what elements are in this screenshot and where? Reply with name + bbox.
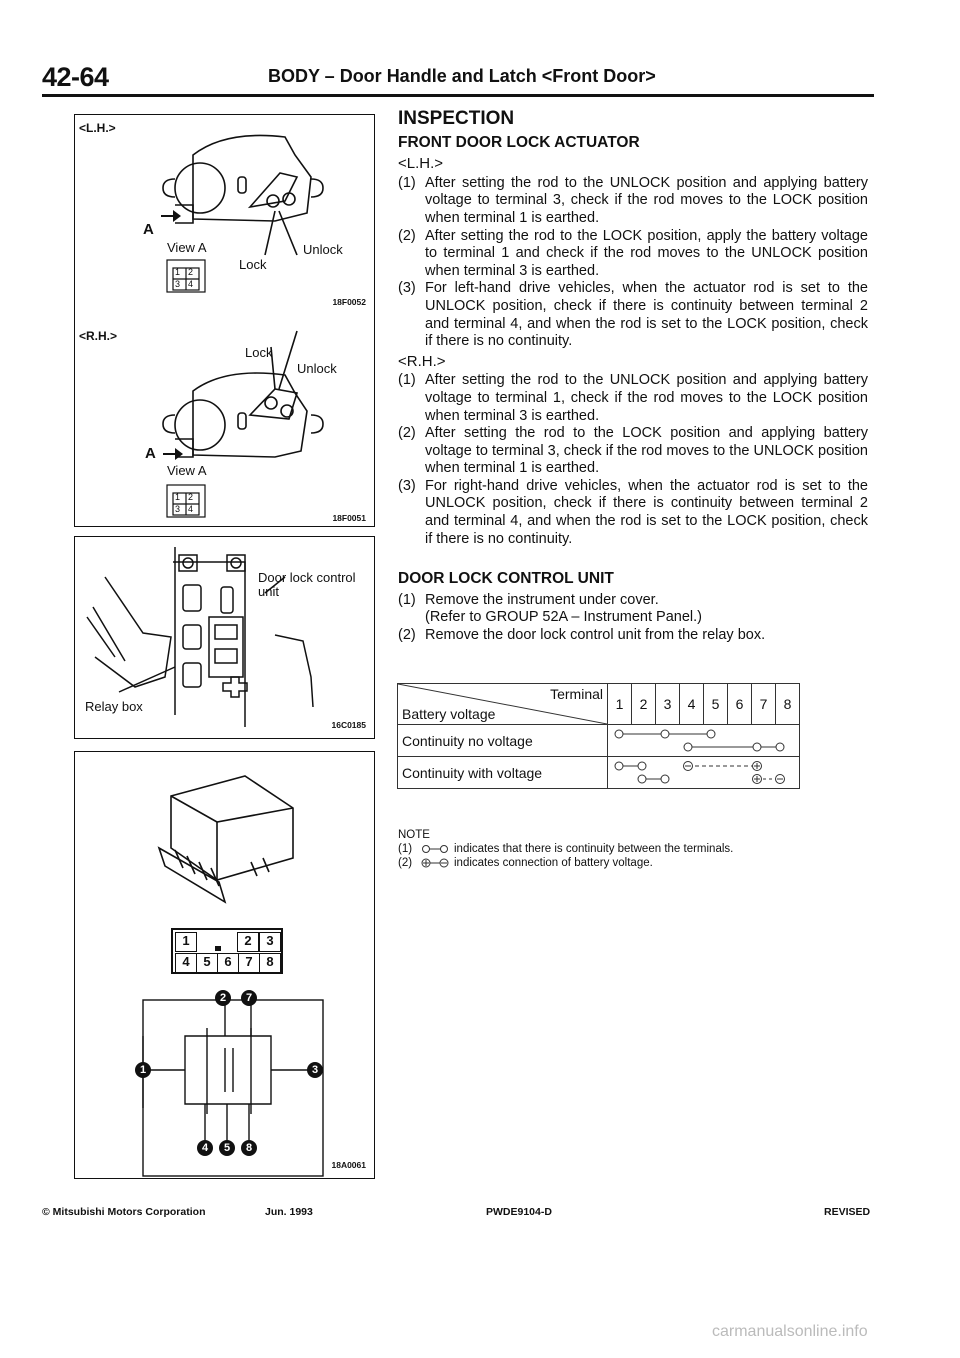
table-row bbox=[398, 757, 800, 789]
relay-figure-code: 16C0185 bbox=[331, 720, 366, 730]
terminal-header-5: 5 bbox=[704, 684, 728, 725]
watermark: carmanualsonline.info bbox=[712, 1323, 868, 1340]
conn-pin-7: 7 bbox=[238, 953, 260, 973]
rh-actuator-drawing bbox=[75, 315, 375, 525]
note-title: NOTE bbox=[398, 829, 430, 841]
conn-pin-4: 4 bbox=[175, 953, 197, 973]
terminal-header-6: 6 bbox=[728, 684, 752, 725]
rh-pin-3: 3 bbox=[175, 504, 181, 514]
conn-pin-5: 5 bbox=[196, 953, 218, 973]
table-corner-cell bbox=[398, 684, 608, 725]
lh-pin-3: 3 bbox=[175, 279, 181, 289]
unit-step-1-text: Remove the instrument under cover. bbox=[425, 591, 659, 608]
unit-step-1-ref bbox=[398, 609, 868, 627]
unit-step-1-number: (1) bbox=[398, 591, 416, 608]
footer-status: REVISED bbox=[824, 1206, 871, 1218]
lh-step-1-number: (1) bbox=[398, 174, 416, 191]
figure-actuator bbox=[74, 114, 375, 527]
rh-step-3-number: (3) bbox=[398, 477, 416, 494]
circuit-terminal-8: 8 bbox=[241, 1140, 257, 1156]
terminal-header-7: 7 bbox=[752, 684, 776, 725]
rh-pin-1: 1 bbox=[175, 492, 181, 502]
lh-lock-label: Lock bbox=[239, 257, 267, 272]
page-title: BODY – Door Handle and Latch <Front Door> bbox=[268, 66, 656, 86]
note-line-2 bbox=[398, 856, 733, 870]
unit-step-1-ref-number bbox=[398, 609, 425, 627]
note-line-1 bbox=[398, 842, 733, 856]
unit-step-2-text: Remove the door lock control unit from the relay box. bbox=[425, 627, 766, 644]
rh-step-2 bbox=[398, 425, 868, 478]
terminal-header-2: 2 bbox=[632, 684, 656, 725]
unit-step-1 bbox=[398, 592, 868, 610]
circuit-terminal-2: 2 bbox=[215, 990, 231, 1006]
unit-step-2-number: (2) bbox=[398, 627, 416, 644]
row-label-with-voltage: Continuity with voltage bbox=[398, 757, 608, 789]
lh-step-3-number: (3) bbox=[398, 280, 416, 297]
no-voltage-marks bbox=[608, 725, 800, 757]
rh-lock-label: Lock bbox=[245, 345, 273, 360]
figure-relay-box bbox=[74, 536, 375, 739]
continuity-table bbox=[397, 683, 800, 789]
control-unit-figure-code: 18A0061 bbox=[331, 1160, 366, 1170]
footer-doc-code: PWDE9104-D bbox=[486, 1206, 552, 1218]
page-number: 42-64 bbox=[42, 62, 109, 92]
conn-pin-8: 8 bbox=[259, 953, 281, 973]
no-voltage-continuity-marks bbox=[608, 725, 792, 756]
circuit-terminal-4: 4 bbox=[197, 1140, 213, 1156]
rh-pin-2: 2 bbox=[188, 492, 194, 502]
circuit-terminal-5: 5 bbox=[219, 1140, 235, 1156]
corner-battery-label: Battery voltage bbox=[402, 706, 496, 722]
note-line-1-text: indicates that there is continuity between the terminals. bbox=[454, 843, 734, 855]
control-unit-drawing bbox=[75, 752, 375, 932]
inspection-heading: INSPECTION bbox=[398, 108, 515, 129]
header-rule bbox=[42, 94, 874, 97]
circuit-terminal-3: 3 bbox=[307, 1062, 323, 1078]
conn-pin-1: 1 bbox=[175, 932, 197, 952]
circuit-terminal-7: 7 bbox=[241, 990, 257, 1006]
connector-face bbox=[171, 928, 283, 974]
rh-arrow-label: A bbox=[145, 445, 156, 462]
lh-subheading: <L.H.> bbox=[398, 155, 444, 173]
lh-figure-code: 18F0052 bbox=[332, 297, 366, 307]
door-lock-unit-label: Door lock control unit bbox=[258, 570, 356, 599]
note-line-1-number: (1) bbox=[398, 843, 413, 855]
conn-pin-2: 2 bbox=[237, 932, 259, 952]
conn-pin-6: 6 bbox=[217, 953, 239, 973]
lh-pin-4: 4 bbox=[188, 279, 194, 289]
unit-step-2 bbox=[398, 627, 868, 645]
terminal-header-3: 3 bbox=[656, 684, 680, 725]
lh-step-3-text: For left-hand drive vehicles, when the actuator rod is set to the UNLOCK position, check if there is continuity between terminal 2 and terminal 4, and when the rod is set to the LOCK position, check if there is no continuity. bbox=[425, 280, 868, 350]
lh-step-2-text: After setting the rod to the LOCK position, apply the battery voltage to terminal 1 and check if the rod moves to the UNLOCK position when terminal 3 is earthed. bbox=[425, 227, 868, 279]
rh-step-2-number: (2) bbox=[398, 425, 416, 442]
rh-unlock-label: Unlock bbox=[297, 361, 337, 376]
relay-box-label: Relay box bbox=[85, 699, 143, 714]
lh-pin-2: 2 bbox=[188, 267, 194, 277]
lh-step-2 bbox=[398, 228, 868, 281]
rh-subheading: <R.H.> bbox=[398, 352, 446, 370]
rh-step-1 bbox=[398, 372, 868, 425]
table-row bbox=[398, 725, 800, 757]
footer-copyright: © Mitsubishi Motors Corporation bbox=[42, 1206, 206, 1218]
battery-voltage-symbol bbox=[420, 858, 450, 868]
rh-figure-code: 18F0051 bbox=[332, 513, 366, 523]
rh-tag: <R.H.> bbox=[79, 329, 118, 343]
note-block bbox=[398, 828, 733, 870]
rh-pin-4: 4 bbox=[188, 504, 194, 514]
terminal-header-1: 1 bbox=[608, 684, 632, 725]
lh-view-label: View A bbox=[167, 240, 207, 255]
control-unit-heading: DOOR LOCK CONTROL UNIT bbox=[398, 570, 614, 588]
lh-unlock-label: Unlock bbox=[303, 242, 343, 257]
conn-pin-3: 3 bbox=[259, 932, 281, 952]
with-voltage-continuity-marks bbox=[608, 757, 792, 788]
terminal-header-8: 8 bbox=[776, 684, 800, 725]
rh-step-1-number: (1) bbox=[398, 372, 416, 389]
lh-step-3 bbox=[398, 280, 868, 350]
rh-step-3 bbox=[398, 478, 868, 548]
rh-view-label: View A bbox=[167, 463, 207, 478]
lh-arrow-label: A bbox=[143, 221, 154, 238]
lh-step-2-number: (2) bbox=[398, 227, 416, 244]
table-header-row bbox=[398, 684, 800, 725]
lh-step-1 bbox=[398, 175, 868, 228]
conn-key bbox=[215, 946, 221, 951]
terminal-header-4: 4 bbox=[680, 684, 704, 725]
note-line-2-text: indicates connection of battery voltage. bbox=[454, 857, 653, 869]
rh-step-3-text: For right-hand drive vehicles, when the actuator rod is set to the UNLOCK position, check if there is continuity between terminal 2 and terminal 4, and when the rod is set to the LOCK position, check if there is no continuity. bbox=[425, 477, 868, 547]
note-line-2-number: (2) bbox=[398, 857, 413, 869]
lh-actuator-drawing bbox=[75, 115, 375, 315]
lh-tag: <L.H.> bbox=[79, 121, 116, 135]
footer-date: Jun. 1993 bbox=[265, 1206, 313, 1218]
figure-control-unit bbox=[74, 751, 375, 1179]
inspection-section bbox=[398, 110, 868, 645]
unit-step-1-ref-text: (Refer to GROUP 52A – Instrument Panel.) bbox=[425, 609, 702, 626]
lh-step-1-text: After setting the rod to the UNLOCK position and applying battery voltage to terminal 3, check if the rod moves to the LOCK position when terminal 1 is earthed. bbox=[425, 174, 868, 226]
with-voltage-marks bbox=[608, 757, 800, 789]
circuit-terminal-1: 1 bbox=[135, 1062, 151, 1078]
corner-terminal-label: Terminal bbox=[550, 686, 603, 702]
rh-step-1-text: After setting the rod to the UNLOCK position and applying battery voltage to terminal 1, check if the rod moves to the LOCK position when terminal 3 is earthed. bbox=[425, 372, 868, 424]
rh-step-2-text: After setting the rod to the LOCK position and applying battery voltage to terminal 3, check if the rod moves to the UNLOCK position when terminal 1 is earthed. bbox=[425, 425, 868, 477]
lh-pin-1: 1 bbox=[175, 267, 181, 277]
row-label-no-voltage: Continuity no voltage bbox=[398, 725, 608, 757]
continuity-symbol bbox=[420, 844, 450, 854]
actuator-heading: FRONT DOOR LOCK ACTUATOR bbox=[398, 133, 640, 151]
